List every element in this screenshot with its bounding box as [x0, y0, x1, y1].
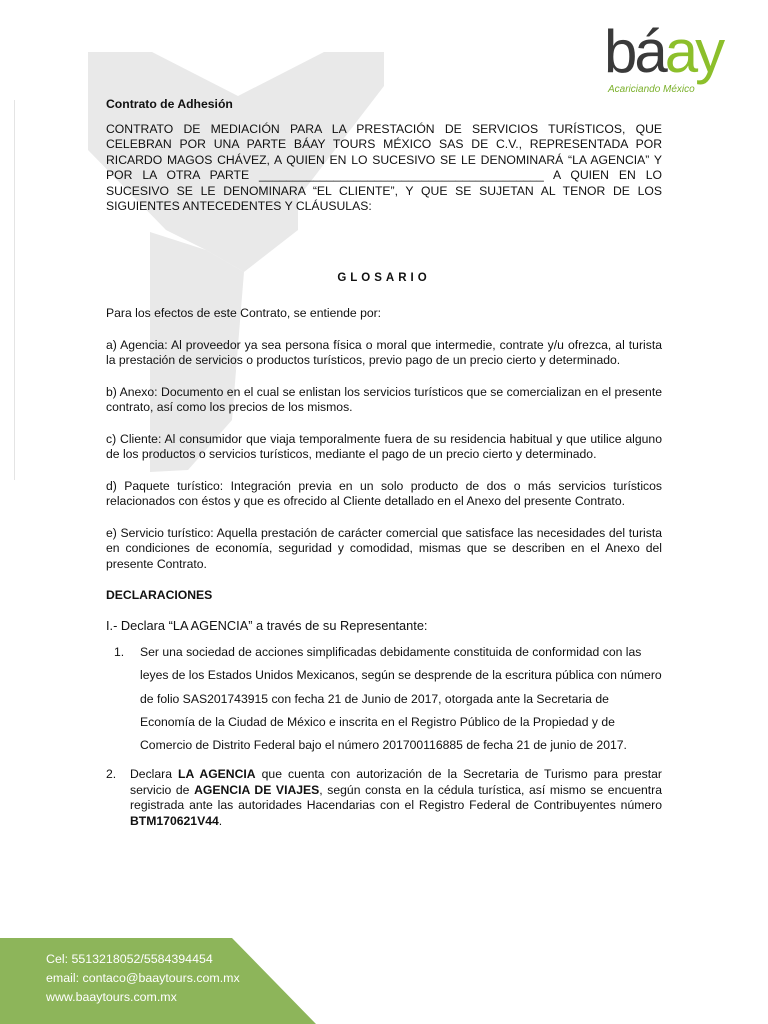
declaraciones-heading: DECLARACIONES: [106, 588, 213, 602]
definition-agencia: a) Agencia: Al proveedor ya sea persona física o moral que intermedie, contrate y/u ofrezca, al turista la prestación de servicios o productos turísticos, previo pago de un precio cierto y determinado.: [106, 337, 662, 367]
item-text: Declara LA AGENCIA que cuenta con autorización de la Secretaria de Turismo para prestar servicio de AGENCIA DE VIAJES, según consta en la cédula turística, así mismo se encuentra registrada ante las autoridades Hacendarias con el Registro Federal de Contribuyentes número BTM170621V44.: [130, 767, 662, 828]
definition-paquete: d) Paquete turístico: Integración previa en un solo producto de dos o más servicios turísticos relacionados con éstos y que es ofrecido al Cliente detallado en el Anexo del presente Contrato.: [106, 478, 662, 508]
document-title: Contrato de Adhesión: [106, 97, 233, 111]
definition-cliente: c) Cliente: Al consumidor que viaja temporalmente fuera de su residencia habitual y que utilice alguno de los productos o servicios turísticos, mediante el pago de un precio cierto y determinado.: [106, 431, 662, 461]
declaration-item-2: [106, 767, 662, 829]
declaration-item-1: [106, 645, 662, 757]
item-number: 2.: [106, 767, 117, 782]
item-number: 1.: [114, 645, 125, 659]
glosario-heading: GLOSARIO: [337, 271, 431, 284]
footer-contact: [46, 950, 240, 1007]
document-body: [106, 97, 662, 829]
logo-tagline: Acariciando México: [608, 84, 695, 95]
definition-anexo: b) Anexo: Documento en el cual se enlistan los servicios turísticos que se comercializan en el presente contrato, así como los precios de los mismos.: [106, 384, 662, 414]
footer-phone: Cel: 5513218052/5584394454: [46, 952, 213, 966]
baay-logo: báay Acariciando México: [604, 18, 723, 95]
footer-website[interactable]: www.baaytours.com.mx: [46, 990, 177, 1004]
footer-email[interactable]: email: contaco@baaytours.com.mx: [46, 971, 240, 985]
glosario-intro: Para los efectos de este Contrato, se entiende por:: [106, 306, 382, 320]
left-margin-line: [14, 100, 15, 480]
definition-servicio: e) Servicio turístico: Aquella prestación de carácter comercial que satisface las necesidades del turista en condiciones de economía, seguridad y comodidad, mismas que se describen en el Anexo del presente Contrato.: [106, 525, 662, 571]
item-text: Ser una sociedad de acciones simplificadas debidamente constituida de conformidad con las leyes de los Estados Unidos Mexicanos, según se desprende de la escritura pública con número de folio SAS201743915 con fecha 21 de Junio de 2017, otorgada ante la Secretaria de Economía de la Ciudad de México e inscrita en el Registro Público de la Propiedad y de Comercio de Distrito Federal bajo el número 201700116885 de fecha 21 de junio de 2017.: [140, 645, 662, 753]
declaraciones-intro: I.- Declara “LA AGENCIA” a través de su Representante:: [106, 617, 428, 633]
contract-intro: CONTRATO DE MEDIACIÓN PARA LA PRESTACIÓN DE SERVICIOS TURÍSTICOS, QUE CELEBRAN POR UNA PARTE BÁAY TOURS MÉXICO SAS DE C.V., REPRESENTADA POR RICARDO MAGOS CHÁVEZ, A QUIEN EN LO SUCESIVO SE LE DENOMINARÁ “LA AGENCIA” Y POR LA OTRA PARTE __________________________________________ A QUIEN EN LO SUCESIVO SE LE DENOMINARA “EL CLIENTE”, Y QUE SE SUJETAN AL TENOR DE LOS SIGUIENTES ANTECEDENTES Y CLÁUSULAS:: [106, 121, 662, 213]
